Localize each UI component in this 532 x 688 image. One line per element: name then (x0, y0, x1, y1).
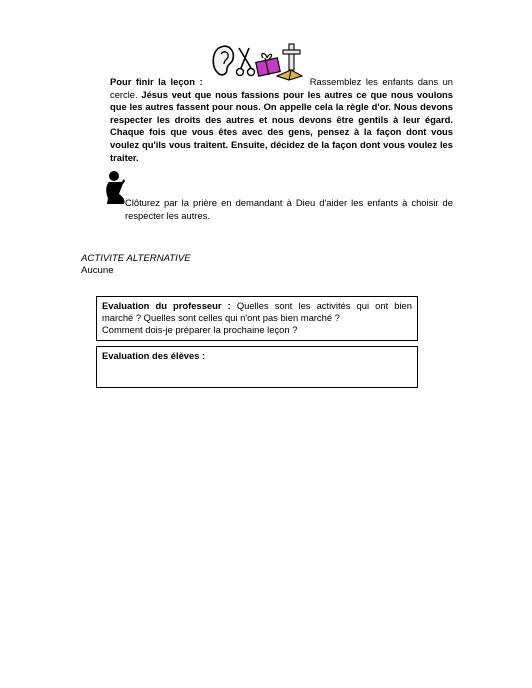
teacher-evaluation-box (96, 296, 418, 341)
teacher-eval-line-3: Comment dois-je préparer la prochaine leçon ? (102, 324, 298, 335)
student-eval-label: Evaluation des élèves : (102, 350, 206, 361)
teacher-eval-line-1 (102, 300, 412, 312)
teacher-eval-label: Evaluation du professeur : (102, 300, 231, 311)
ear-icon (213, 46, 233, 75)
lesson-end-heading: Pour finir la leçon : (110, 76, 203, 87)
alternative-activity-value: Aucune (81, 265, 114, 276)
teacher-eval-question-1: Quelles sont les activités qui ont bien (236, 300, 412, 311)
lesson-icons (211, 58, 303, 88)
cross-bible-icon (277, 44, 302, 80)
lesson-end-body: Jésus veut que nous fassions pour les autres ce que nous voulons que les autres fassent pour nous. On appelle cela la règle d'or. Nous devons respecter les droits des autres et nous devons être gentils à leur égard. Chaque fois que vous êtes avec des gens, pensez à la façon dont vous voulez qu'ils vous traitent. Ensuite, décidez de la façon dont vous voulez les traiter. (110, 88, 453, 163)
gift-icon (256, 54, 280, 77)
prayer-text: Clôturez par la prière en demandant à Dieu d'aider les enfants à choisir de respecter les autres. (125, 197, 453, 221)
lesson-end-intro: Rassemblez les enfants dans un cercle. (110, 76, 453, 100)
scissors-icon (237, 48, 255, 76)
teacher-eval-line-2: marché ? Quelles sont celles qui n'ont pas bien marché ? (102, 312, 340, 323)
lesson-end-paragraph (110, 58, 453, 164)
alternative-activity-title: ACTIVITE ALTERNATIVE (81, 253, 191, 264)
student-evaluation-box (96, 346, 418, 388)
